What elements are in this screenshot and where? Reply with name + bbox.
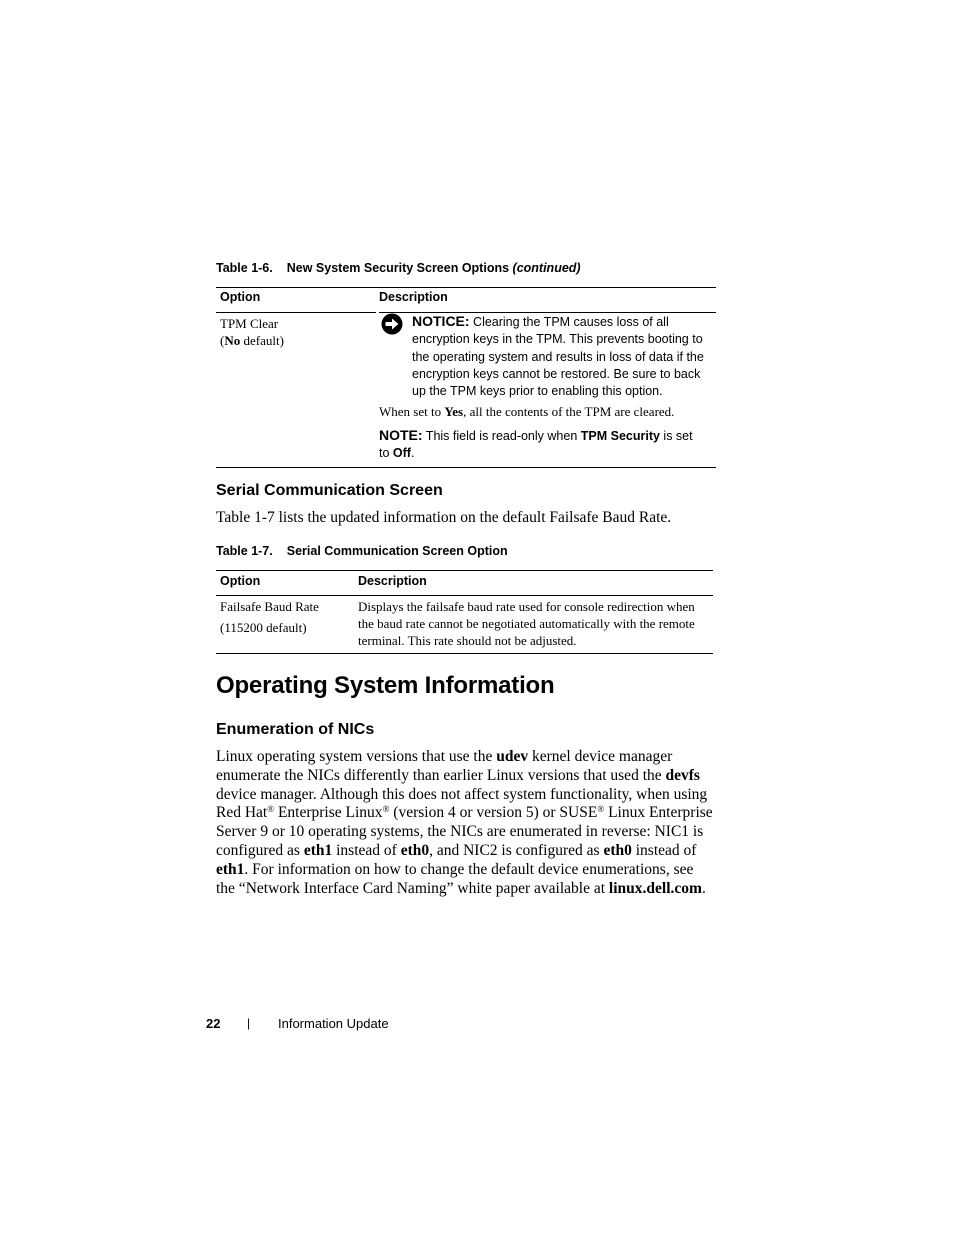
tpm-notice	[412, 313, 714, 400]
footer-title: Information Update	[278, 1016, 389, 1031]
tpm-notice-text: Clearing the TPM causes loss of all encryption keys in the TPM. This prevents booting to the operating system and results in loss of data if the encryption keys cannot be restored. Be sure to back up the TPM keys prior to enabling this option.	[412, 315, 704, 399]
table-1-6-option-cell	[220, 315, 370, 349]
failsafe-baud-rate-description: Displays the failsafe baud rate used for console redirection when the baud rate cannot be negotiated automatically with the remote terminal. This rate should not be adjusted.	[358, 599, 695, 648]
failsafe-baud-rate-option-name: Failsafe Baud Rate	[220, 599, 319, 614]
eth1-term: eth1	[303, 841, 333, 859]
table-1-6-caption-continued: (continued)	[512, 261, 581, 275]
tpm-when-set: When set to Yes, all the contents of the TPM are cleared.	[379, 404, 675, 419]
registered-mark: ®	[382, 804, 390, 815]
table-1-6-header-rule-option	[216, 312, 376, 313]
table-1-6-caption	[216, 261, 581, 275]
tpm-note-label: NOTE:	[379, 427, 423, 443]
linux-dell-com-link-text: linux.dell.com	[608, 879, 702, 897]
tpm-clear-option-default: (No default)	[220, 333, 284, 348]
eth1-term: eth1	[216, 860, 245, 878]
operating-system-information-heading: Operating System Information	[216, 672, 555, 699]
enumeration-of-nics-paragraph: Linux operating system versions that use the udev kernel device manager enumerate the NICs differently than earlier Linux versions that used the devfs device manager. Although this does not affect system functionality, when using Red Hat® Enterprise Linux® (version 4 or version 5) or SUSE® Linux Enterprise Server 9 or 10 operating systems, the NICs are enumerated in reverse: NIC1 is configured as eth1 instead of eth0, and NIC2 is configured as eth0 instead of eth1. For information on how to change the default device enumerations, see the “Network Interface Card Naming” white paper available at linux.dell.com.	[216, 748, 713, 897]
enumeration-of-nics-heading: Enumeration of NICs	[216, 721, 375, 738]
table-1-7-bottom-rule	[216, 653, 713, 654]
tpm-yes-value: Yes	[444, 404, 464, 419]
table-1-6-header-option: Option	[220, 290, 261, 304]
tpm-off-term: Off	[392, 446, 411, 461]
registered-mark: ®	[597, 804, 605, 815]
udev-term: udev	[496, 748, 529, 765]
serial-communication-intro: Table 1-7 lists the updated information on the default Failsafe Baud Rate.	[216, 509, 672, 526]
eth0-term: eth0	[400, 841, 430, 859]
tpm-security-term: TPM Security	[580, 429, 660, 443]
table-1-7-header-rule	[216, 595, 713, 596]
table-1-7-option-cell	[220, 598, 354, 636]
table-1-7-caption	[216, 544, 508, 558]
tpm-clear-option-name: TPM Clear	[220, 316, 279, 331]
table-1-7-header-description: Description	[358, 574, 427, 588]
table-1-7-caption-label: Table 1-7.	[216, 544, 273, 558]
table-1-7-header-option: Option	[220, 574, 261, 588]
table-1-6-header-description: Description	[379, 290, 448, 304]
table-1-6-caption-title: New System Security Screen Options	[286, 261, 510, 275]
table-1-7-top-rule	[216, 570, 713, 571]
footer-separator: |	[247, 1016, 251, 1030]
table-1-6-bottom-rule	[216, 467, 716, 468]
notice-arrow-icon	[381, 313, 403, 335]
registered-mark: ®	[267, 804, 275, 815]
page-number: 22	[206, 1016, 221, 1031]
table-1-7-caption-title: Serial Communication Screen Option	[286, 544, 508, 558]
serial-communication-heading: Serial Communication Screen	[216, 482, 443, 499]
eth0-term: eth0	[603, 841, 632, 859]
table-1-6-top-rule	[216, 287, 716, 288]
devfs-term: devfs	[665, 766, 700, 784]
tpm-notice-label: NOTICE:	[412, 313, 470, 329]
failsafe-baud-rate-default: (115200 default)	[220, 620, 307, 635]
tpm-clear-default-value: No	[224, 333, 241, 348]
table-1-6-caption-label: Table 1-6.	[216, 261, 273, 275]
tpm-note: NOTE: This field is read-only when TPM Security is set to Off.	[379, 427, 693, 461]
